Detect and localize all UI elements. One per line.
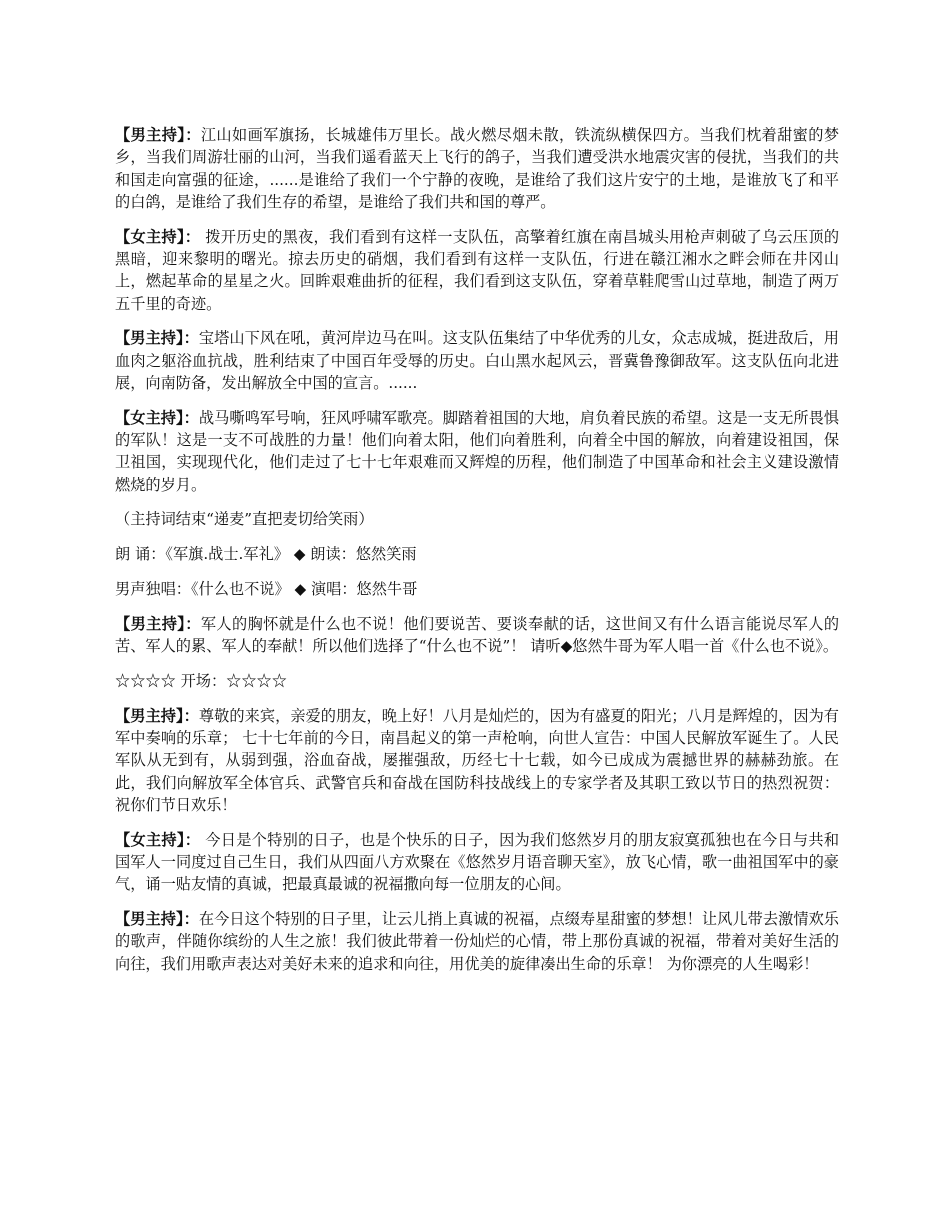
speaker-label: 【男主持】： [115,614,201,633]
paragraph-text: 战马嘶鸣军号响，狂风呼啸军歌亮。脚踏着祖国的大地，肩负着民族的希望。这是一支无所畏惧的军队！这是一支不可战胜的力量！他们向着太阳，他们向着胜利，向着全中国的解放，向着建设祖国，保卫祖国，实现现代化，他们走过了七十七年艰难而又辉煌的历程，他们制造了中国革命和社会主义建设激情燃烧的岁月。 [115,408,839,494]
speaker-label: 【男主持】： [115,706,199,725]
paragraph [115,124,839,213]
speaker-label: 【男主持】： [115,126,201,144]
speaker-label: 【男主持】： [115,329,199,348]
paragraph [115,908,839,975]
paragraph [115,226,839,315]
speaker-label: 【女主持】： [115,830,201,849]
paragraph-text: 今日是个特别的日子，也是个快乐的日子，因为我们悠然岁月的朋友寂寞孤独也在今日与共和国军人一同度过自己生日，我们从四面八方欢聚在《悠然岁月语音聊天室》，放飞心情，歌一曲祖国军中的豪气，诵一贴友情的真诚，把最真最诚的祝福撒向每一位朋友的心间。 [115,830,840,894]
paragraph [115,407,839,496]
paragraph-text: 尊敬的来宾，亲爱的朋友，晚上好！八月是灿烂的，因为有盛夏的阳光；八月是辉煌的，因为有军中奏响的乐章； 七十七年前的今日，南昌起义的第一声枪响，向世人宣告：中国人民解放军诞生了。人民军队从无到有，从弱到强，浴血奋战，屡摧强敌，历经七十七载，如今已成成为震撼世界的赫赫劲旅。在此，我们向解放军全体官兵、武警官兵和奋战在国防科技战线上的专家学者及其职工致以节日的热烈祝贺：祝你们节日欢乐！ [115,706,839,814]
paragraph-text: 朗 诵：《军旗.战士.军礼》 ◆ 朗读：悠然笑雨 [115,545,417,564]
section-heading-opening [115,670,839,692]
paragraph [115,705,839,816]
host-note [115,508,839,530]
paragraph-text: ☆☆☆☆ 开场：☆☆☆☆ [115,671,287,690]
paragraph-text: 宝塔山下风在吼，黄河岸边马在叫。这支队伍集结了中华优秀的儿女，众志成城，挺进敌后，用血肉之躯浴血抗战，胜利结束了中国百年受辱的历史。白山黑水起风云，晋冀鲁豫御敌军。这支队伍向北进展，向南防备，发出解放全中国的宣言。...... [115,329,839,392]
speaker-label: 【男主持】： [115,910,199,929]
paragraph-text: 男声独唱：《什么也不说》 ◆ 演唱：悠然牛哥 [115,580,418,599]
paragraph-text: 江山如画军旗扬，长城雄伟万里长。战火燃尽烟未散，铁流纵横保四方。当我们枕着甜蜜的梦乡，当我们周游壮丽的山河，当我们遥看蓝天上飞行的鸽子，当我们遭受洪水地震灾害的侵扰，当我们的共和国走向富强的征途，......是谁给了我们一个宁静的夜晚，是谁给了我们这片安宁的土地，是谁放飞了和平的白鸽，是谁给了我们生存的希望，是谁给了我们共和国的尊严。 [115,126,840,211]
program-item-solo [115,578,839,600]
paragraph [115,327,839,394]
speaker-label: 【女主持】： [115,227,201,246]
paragraph [115,829,839,896]
program-item-recitation [115,543,839,565]
document-page [115,124,839,988]
paragraph-text: 在今日这个特别的日子里，让云儿捎上真诚的祝福，点缀寿星甜蜜的梦想！让风儿带去激情欢乐的歌声，伴随你缤纷的人生之旅！我们彼此带着一份灿烂的心情，带上那份真诚的祝福，带着对美好生活的向往，我们用歌声表达对美好未来的追求和向往，用优美的旋律凑出生命的乐章！ 为你漂亮的人生喝彩！ [115,910,839,973]
paragraph-text: 拨开历史的黑夜，我们看到有这样一支队伍，高擎着红旗在南昌城头用枪声刺破了乌云压顶的黑暗，迎来黎明的曙光。掠去历史的硝烟，我们看到有这样一支队伍，行进在赣江湘水之畔会师在井冈山上，燃起革命的星星之火。回眸艰难曲折的征程，我们看到这支队伍，穿着草鞋爬雪山过草地，制造了两万五千里的奇迹。 [115,227,840,313]
paragraph-text: 军人的胸怀就是什么也不说！他们要说苦、要谈奉献的话，这世间又有什么语言能说尽军人的苦、军人的累、军人的奉献！所以他们选择了“什么也不说”！ 请听◆悠然牛哥为军人唱一首《什么也不说》。 [115,614,840,656]
speaker-label: 【女主持】： [115,408,199,427]
paragraph-text: （主持词结束“递麦”直把麦切给笑雨） [115,510,374,529]
paragraph [115,613,839,658]
